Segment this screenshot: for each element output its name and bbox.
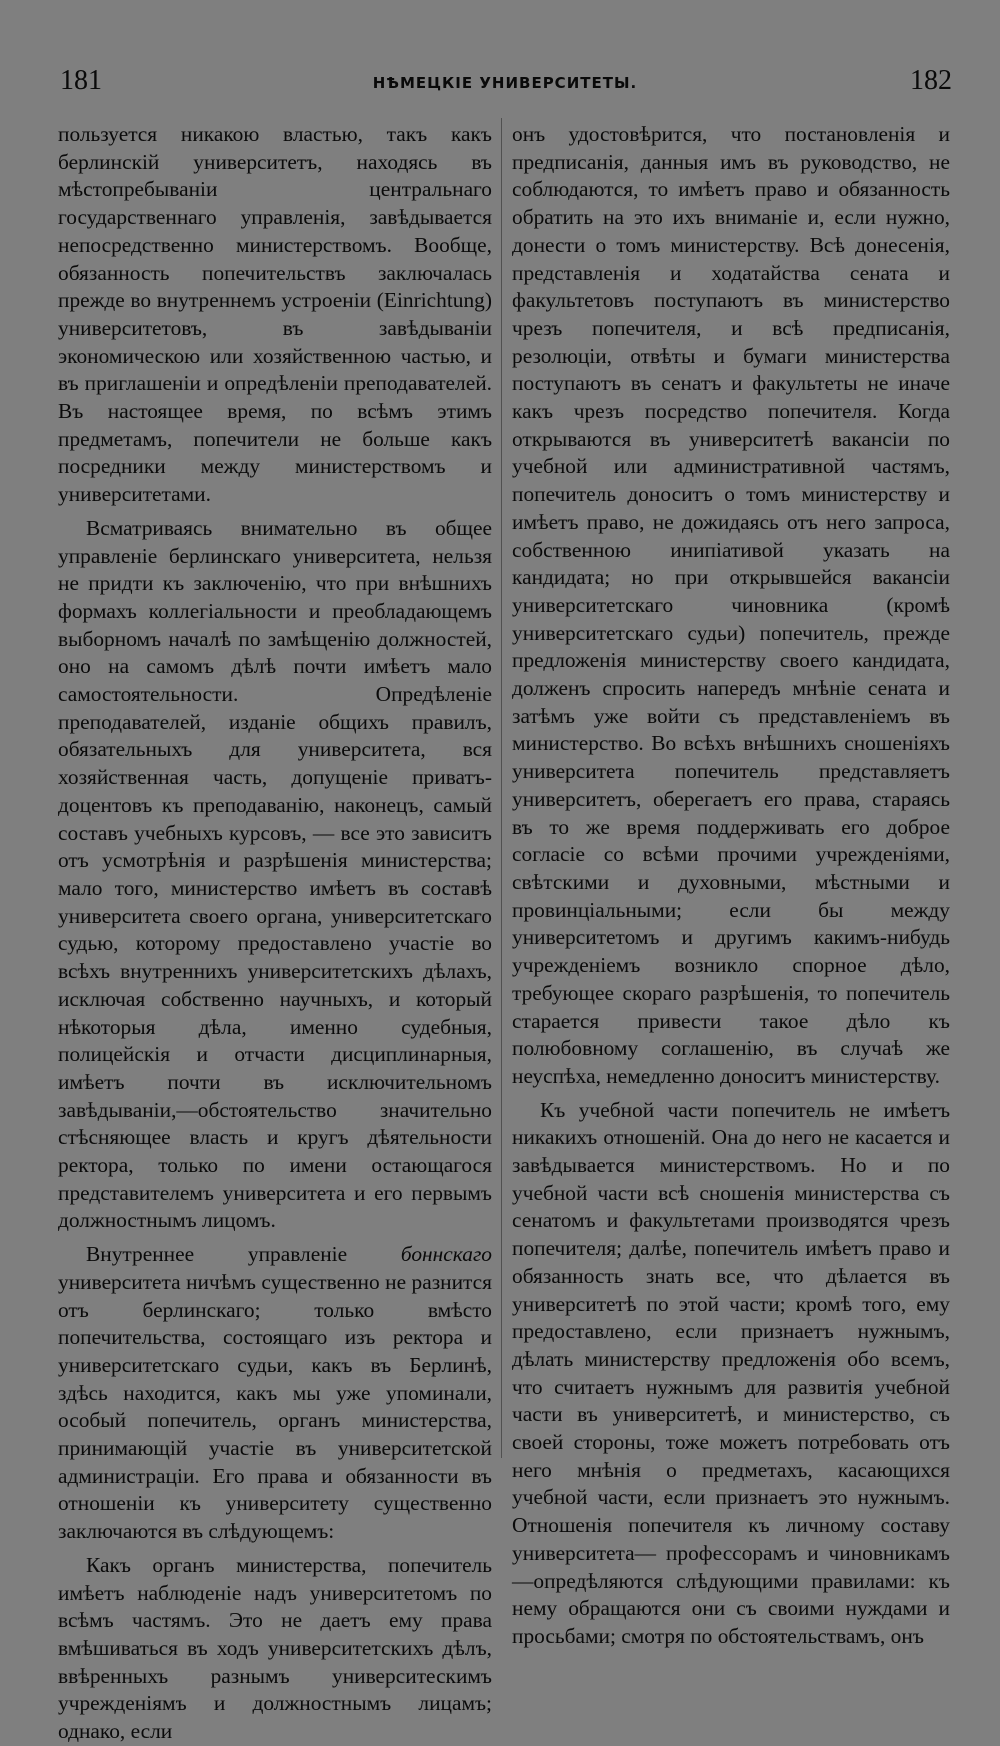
right-column [512, 121, 950, 1651]
paragraph-text: Внутреннее управленіе [86, 1242, 401, 1267]
italic-text: боннскаго [400, 1242, 492, 1267]
paragraph: Всматриваясь внимательно въ общее управленіе берлинскаго университета, нельзя не придти къ заключенію, что при внѣшнихъ формахъ коллегіальности и преобладающемъ выборномъ началѣ по замѣщенію должностей, оно на самомъ дѣлѣ почти имѣетъ мало самостоятельности. Опредѣленіе преподавателей, изданіе общихъ правилъ, обязательныхъ для университета, вся хозяйственная часть, допущеніе приватъ-доцентовъ къ преподаванію, наконецъ, самый составъ учебныхъ курсовъ, — все это зависитъ отъ усмотрѣнія и разрѣшенія министерства; мало того, министерство имѣетъ въ составѣ университета своего органа, университетскаго судью, которому предоставлено участіе во всѣхъ внутреннихъ университетскихъ дѣлахъ, исключая собственно научныхъ, и который нѣкоторыя дѣла, именно судебныя, полицейскія и отчасти дисциплинарныя, имѣетъ почти въ исключительномъ завѣдываніи,—обстоятельство значительно стѣсняющее власть и кругъ дѣятельности ректора, только по имени остающагося представителемъ университета и его первымъ должностнымъ лицомъ. [58, 515, 492, 1233]
page-number-right: 182 [910, 65, 952, 96]
column-divider [501, 118, 502, 1458]
page-header [58, 66, 952, 100]
running-title: НѢМЕЦКІЕ УНИВЕРСИТЕТЫ. [372, 74, 638, 92]
left-column [58, 121, 492, 1746]
paragraph: пользуется никакою властью, такъ какъ берлинскій университетъ, находясь въ мѣстопребываніи центральнаго государственнаго управленія, завѣдывается непосредственно министерствомъ. Вообще, обязанность попечительствъ заключалась прежде во внутреннемъ устроеніи (Einrichtung) университетовъ, въ завѣдываніи экономическою или хозяйственною частью, и въ приглашеніи и опредѣленіи преподавателей. Въ настоящее время, по всѣмъ этимъ предметамъ, попечители не больше какъ посредники между министерствомъ и университетами. [58, 122, 492, 507]
paragraph: Какъ органъ министерства, попечитель имѣетъ наблюденіе надъ университетомъ по всѣмъ частямъ. Это не даетъ ему права вмѣшиваться въ ходъ университетскихъ дѣлъ, ввѣренныхъ разнымъ университескимъ учрежденіямъ и должностнымъ лицамъ; однако, если [58, 1552, 492, 1744]
paragraph: онъ удостовѣрится, что постановленія и предписанія, данныя имъ въ руководство, не соблюдаются, то имѣетъ право и обязанность обратить на это ихъ вниманіе и, если нужно, донести о томъ министерству. Всѣ донесенія, представленія и ходатайства сената и факультетовъ поступаютъ въ министерство чрезъ попечителя, и всѣ предписанія, резолюціи, отвѣты и бумаги министерства поступаютъ въ сенатъ и факультеты не иначе какъ чрезъ посредство попечителя. Когда открываются въ университетѣ вакансіи по учебной или административной частямъ, попечитель доноситъ о томъ министерству и имѣетъ право, не дожидаясь отъ него запроса, собственною инипіативой указать на кандидата; но при открывшейся вакансіи университетскаго чиновника (кромѣ университетскаго судьи) попечитель, прежде предложенія министерству своего кандидата, долженъ спросить напередъ мнѣніе сената и затѣмъ уже войти съ представленіемъ въ министерство. Во всѣхъ внѣшнихъ сношеніяхъ университета попечитель представляетъ университетъ, оберегаетъ его права, стараясь въ то же время поддерживать его доброе согласіе со всѣми прочими учрежденіями, свѣтскими и духовными, мѣстными и провинціальными; если бы между университетомъ и другимъ какимъ-нибудь учрежденіемъ возникло спорное дѣло, требующее скораго разрѣшенія, то попечитель старается привести такое дѣло къ полюбовному соглашенію, въ случаѣ же неуспѣха, немедленно доноситъ министерству. [512, 122, 950, 1088]
paragraph [58, 1241, 492, 1546]
paragraph: Къ учебной части попечитель не имѣетъ никакихъ отношеній. Она до него не касается и завѣдывается министерствомъ. Но и по учебной части всѣ сношенія министерства съ сенатомъ и факультетами производятся чрезъ попечителя; далѣе, попечитель имѣетъ право и обязанность знать все, что дѣлается въ университетѣ по этой части; кромѣ того, ему предоставлено, если признаетъ нужнымъ, дѣлать министерству предложенія обо всемъ, что считаетъ нужнымъ для развитія учебной части въ университетѣ, и министерство, съ своей стороны, тоже можетъ потребовать отъ него мнѣнія о предметахъ, касающихся учебной части, если признаетъ это нужнымъ. Отношенія попечителя къ личному составу университета— профессорамъ и чиновникамъ —опредѣляются слѣдующими правилами: къ нему обращаются они съ своими нуждами и просьбами; смотря по обстоятельствамъ, онъ [512, 1097, 950, 1648]
page-number-left: 181 [60, 65, 102, 96]
paragraph-text: университета ничѣмъ существенно не разнится отъ берлинскаго; только вмѣсто попечительства, состоящаго изъ ректора и университетскаго судьи, какъ въ Берлинѣ, здѣсь находится, какъ мы уже упоминали, особый попечитель, органъ министерства, принимающій участіе въ университетской администраціи. Его права и обязанности въ отношеніи къ университету существенно заключаются въ слѣдующемъ: [58, 1269, 492, 1544]
